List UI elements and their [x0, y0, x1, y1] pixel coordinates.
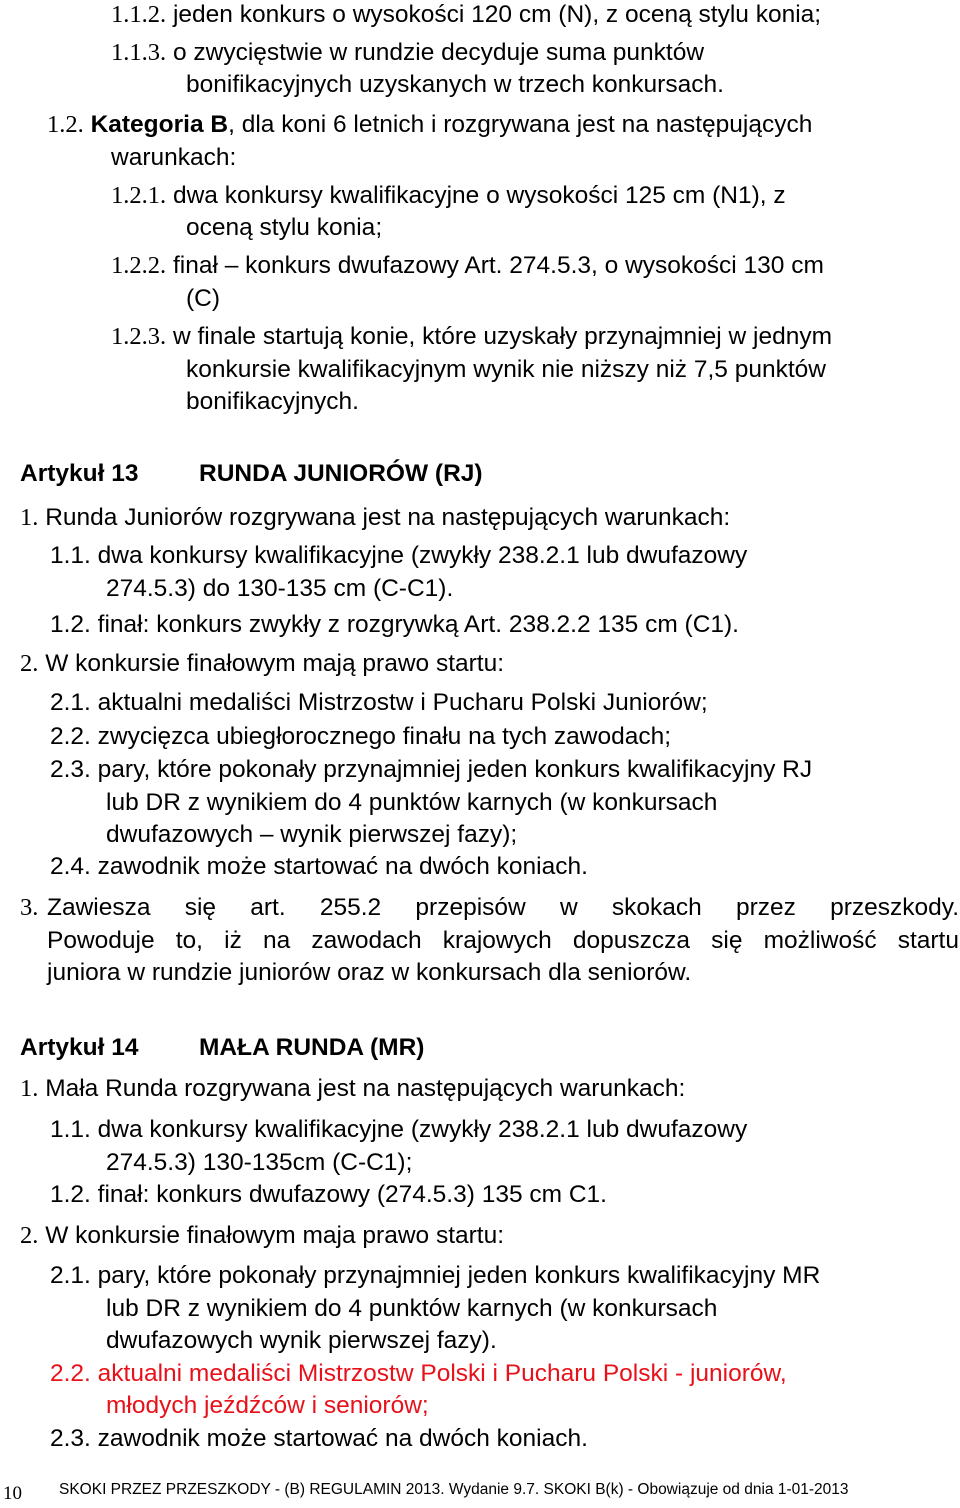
article-14-title: MAŁA RUNDA (MR)	[199, 1034, 425, 1061]
art14-item-2-2-highlighted: 2.2. aktualni medaliści Mistrzostw Polski i Pucharu Polski - juniorów,	[50, 1360, 787, 1387]
item-text: o zwycięstwie w rundzie decyduje suma punktów	[172, 39, 705, 66]
article-13-label: Artykuł 13	[20, 460, 139, 487]
item-number: 1.	[20, 1075, 39, 1102]
art14-item-2-1: 2.1. pary, które pokonały przynajmniej jeden konkurs kwalifikacyjny MR	[50, 1262, 821, 1289]
item-text: , dla koni 6 letnich i rozgrywana jest na następujących	[228, 111, 813, 138]
art14-item-2-1-cont-1: lub DR z wynikiem do 4 punktów karnych (w konkursach	[106, 1295, 718, 1322]
art14-item-1	[20, 1074, 685, 1104]
art13-item-2-3-cont-1: lub DR z wynikiem do 4 punktów karnych (w konkursach	[106, 789, 718, 816]
item-1-1-3	[111, 38, 704, 68]
item-text: dwa konkursy kwalifikacyjne o wysokości 125 cm (N1), z	[172, 182, 786, 209]
item-text: finał – konkurs dwufazowy Art. 274.5.3, o wysokości 130 cm	[172, 252, 824, 279]
item-text: W konkursie finałowym mają prawo startu:	[45, 650, 505, 677]
art14-item-2-1-cont-2: dwufazowych wynik pierwszej fazy).	[106, 1327, 497, 1354]
art13-item-2-2: 2.2. zwycięzca ubiegłorocznego finału na tych zawodach;	[50, 723, 672, 750]
item-number: 1.2.	[47, 111, 84, 138]
art13-item-3-cont-2: juniora w rundzie juniorów oraz w konkursach dla seniorów.	[47, 959, 692, 986]
footer-text: SKOKI PRZEZ PRZESZKODY - (B) REGULAMIN 2013. Wydanie 9.7. SKOKI B(k) - Obowiązuje od dnia 1-01-2013	[59, 1481, 849, 1498]
art14-item-1-2: 1.2. finał: konkurs dwufazowy (274.5.3) 135 cm C1.	[50, 1181, 607, 1208]
item-number: 1.2.3.	[111, 323, 167, 350]
art13-item-2	[20, 649, 504, 679]
item-1-2-1-cont: oceną stylu konia;	[186, 214, 383, 241]
art13-item-1-2: 1.2. finał: konkurs zwykły z rozgrywką Art. 238.2.2 135 cm (C1).	[50, 611, 739, 638]
art13-item-3: Zawiesza się art. 255.2 przepisów w skokach przez przeszkody.	[47, 894, 959, 921]
item-1-2-cont: warunkach:	[111, 144, 237, 171]
item-text: w finale startują konie, które uzyskały przynajmniej w jednym	[172, 323, 832, 350]
item-number: 2.	[20, 650, 39, 677]
page-number: 10	[3, 1483, 22, 1504]
item-text: W konkursie finałowym maja prawo startu:	[45, 1222, 505, 1249]
item-1-1-3-cont: bonifikacyjnych uzyskanych w trzech konkursach.	[186, 71, 724, 98]
art14-item-2-3: 2.3. zawodnik może startować na dwóch koniach.	[50, 1425, 588, 1452]
item-number: 1.1.2.	[111, 1, 167, 28]
item-1-2-1	[111, 181, 786, 211]
item-number: 1.	[20, 504, 39, 531]
art13-item-2-3-cont-2: dwufazowych – wynik pierwszej fazy);	[106, 821, 518, 848]
art13-item-2-3: 2.3. pary, które pokonały przynajmniej jeden konkurs kwalifikacyjny RJ	[50, 756, 813, 783]
item-text: jeden konkurs o wysokości 120 cm (N), z oceną stylu konia;	[172, 1, 822, 28]
art13-item-1-1: 1.1. dwa konkursy kwalifikacyjne (zwykły 238.2.1 lub dwufazowy	[50, 542, 748, 569]
category-label: Kategoria B	[90, 111, 229, 138]
item-number: 1.2.1.	[111, 182, 167, 209]
item-1-1-2	[111, 0, 821, 30]
item-1-2-2	[111, 251, 824, 281]
art13-item-2-1: 2.1. aktualni medaliści Mistrzostw i Pucharu Polski Juniorów;	[50, 689, 708, 716]
art13-item-3-number	[20, 893, 38, 923]
item-number: 2.	[20, 1222, 39, 1249]
art14-item-2-2-cont-highlighted: młodych jeźdźców i seniorów;	[106, 1392, 429, 1419]
art13-item-1-1-cont: 274.5.3) do 130-135 cm (C-C1).	[106, 575, 454, 602]
item-1-2-3-cont-2: bonifikacyjnych.	[186, 388, 359, 415]
item-text: Mała Runda rozgrywana jest na następujących warunkach:	[45, 1075, 686, 1102]
item-1-2-3	[111, 322, 832, 352]
item-1-2-2-cont: (C)	[186, 285, 221, 312]
art13-item-3-cont-1: Powoduje to, iż na zawodach krajowych dopuszcza się możliwość startu	[47, 927, 959, 954]
item-1-2	[47, 110, 812, 140]
art14-item-1-1-cont: 274.5.3) 130-135cm (C-C1);	[106, 1149, 413, 1176]
article-13-title: RUNDA JUNIORÓW (RJ)	[199, 460, 483, 487]
art14-item-1-1: 1.1. dwa konkursy kwalifikacyjne (zwykły 238.2.1 lub dwufazowy	[50, 1116, 748, 1143]
item-text: Runda Juniorów rozgrywana jest na następujących warunkach:	[45, 504, 731, 531]
item-number: 1.1.3.	[111, 39, 167, 66]
item-number: 1.2.2.	[111, 252, 167, 279]
art13-item-2-4: 2.4. zawodnik może startować na dwóch koniach.	[50, 853, 588, 880]
article-14-label: Artykuł 14	[20, 1034, 139, 1061]
item-number: 3.	[20, 894, 39, 921]
art14-item-2	[20, 1221, 504, 1251]
item-1-2-3-cont-1: konkursie kwalifikacyjnym wynik nie niższy niż 7,5 punktów	[186, 356, 826, 383]
art13-item-1	[20, 503, 730, 533]
